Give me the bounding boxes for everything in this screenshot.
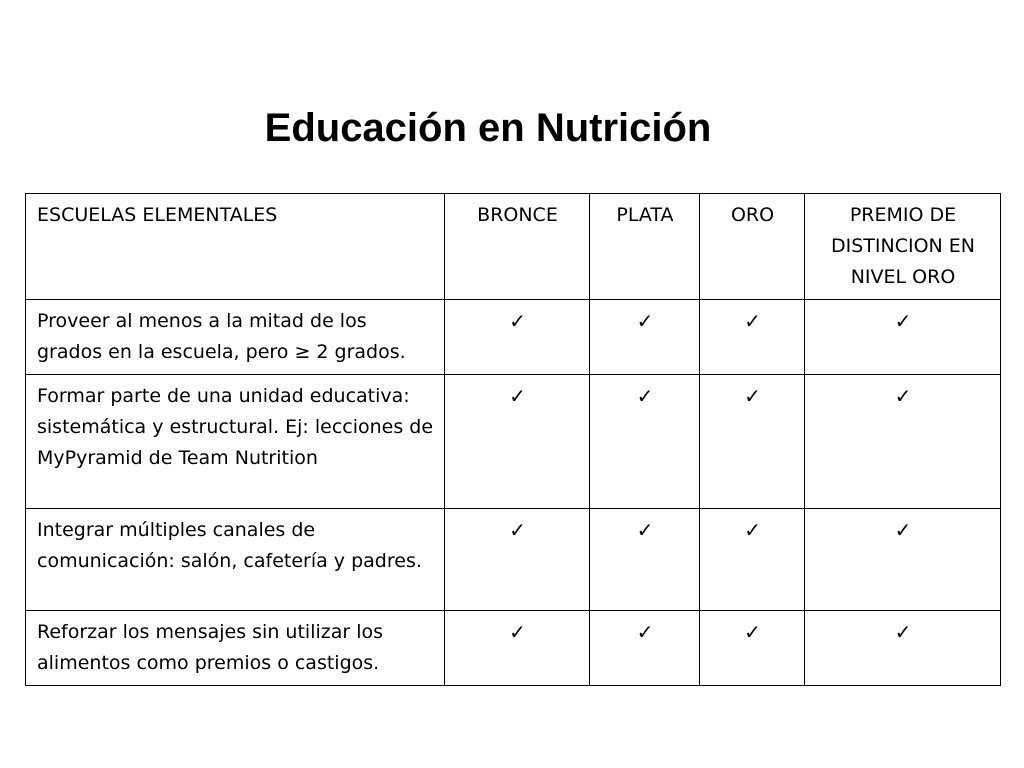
check-cell-plata (590, 300, 700, 375)
check-cell-premio (805, 509, 1001, 611)
checkmark-icon: ✓ (894, 518, 912, 542)
checkmark-icon: ✓ (894, 309, 912, 333)
check-cell-premio (805, 375, 1001, 509)
table-row (26, 509, 1001, 611)
table-header-row (26, 194, 1001, 300)
criterion-cell: Reforzar los mensajes sin utilizar los alimentos como premios o castigos. (26, 611, 445, 686)
check-cell-plata (590, 611, 700, 686)
check-cell-bronce (445, 611, 590, 686)
check-cell-premio (805, 300, 1001, 375)
table-row (26, 611, 1001, 686)
checkmark-icon: ✓ (509, 384, 526, 408)
check-cell-oro (700, 509, 805, 611)
checkmark-icon: ✓ (636, 309, 654, 333)
checkmark-icon: ✓ (744, 518, 761, 542)
header-oro: ORO (700, 194, 805, 300)
check-cell-plata (590, 375, 700, 509)
criterion-cell: Formar parte de una unidad educativa: sistemática y estructural. Ej: lecciones de MyPyramid de Team Nutrition (26, 375, 445, 509)
table-row (26, 375, 1001, 509)
checkmark-icon: ✓ (636, 518, 654, 542)
header-bronce: BRONCE (445, 194, 590, 300)
checkmark-icon: ✓ (744, 309, 761, 333)
checkmark-icon: ✓ (894, 384, 912, 408)
checkmark-icon: ✓ (894, 620, 912, 644)
check-cell-oro (700, 375, 805, 509)
slide-title: Educación en Nutrición (264, 106, 712, 150)
check-cell-plata (590, 509, 700, 611)
check-cell-oro (700, 611, 805, 686)
table-row (26, 300, 1001, 375)
checkmark-icon: ✓ (509, 309, 526, 333)
checkmark-icon: ✓ (509, 518, 526, 542)
criteria-table (25, 193, 1001, 686)
check-cell-bronce (445, 509, 590, 611)
header-schools: ESCUELAS ELEMENTALES (26, 194, 445, 300)
check-cell-premio (805, 611, 1001, 686)
header-plata: PLATA (590, 194, 700, 300)
checkmark-icon: ✓ (509, 620, 526, 644)
checkmark-icon: ✓ (636, 384, 654, 408)
criterion-cell: Integrar múltiples canales de comunicación: salón, cafetería y padres. (26, 509, 445, 611)
header-premio-distincion: PREMIO DE DISTINCION EN NIVEL ORO (805, 194, 1001, 300)
checkmark-icon: ✓ (744, 384, 761, 408)
checkmark-icon: ✓ (636, 620, 654, 644)
check-cell-oro (700, 300, 805, 375)
check-cell-bronce (445, 375, 590, 509)
check-cell-bronce (445, 300, 590, 375)
checkmark-icon: ✓ (744, 620, 761, 644)
criterion-cell: Proveer al menos a la mitad de los grados en la escuela, pero ≥ 2 grados. (26, 300, 445, 375)
